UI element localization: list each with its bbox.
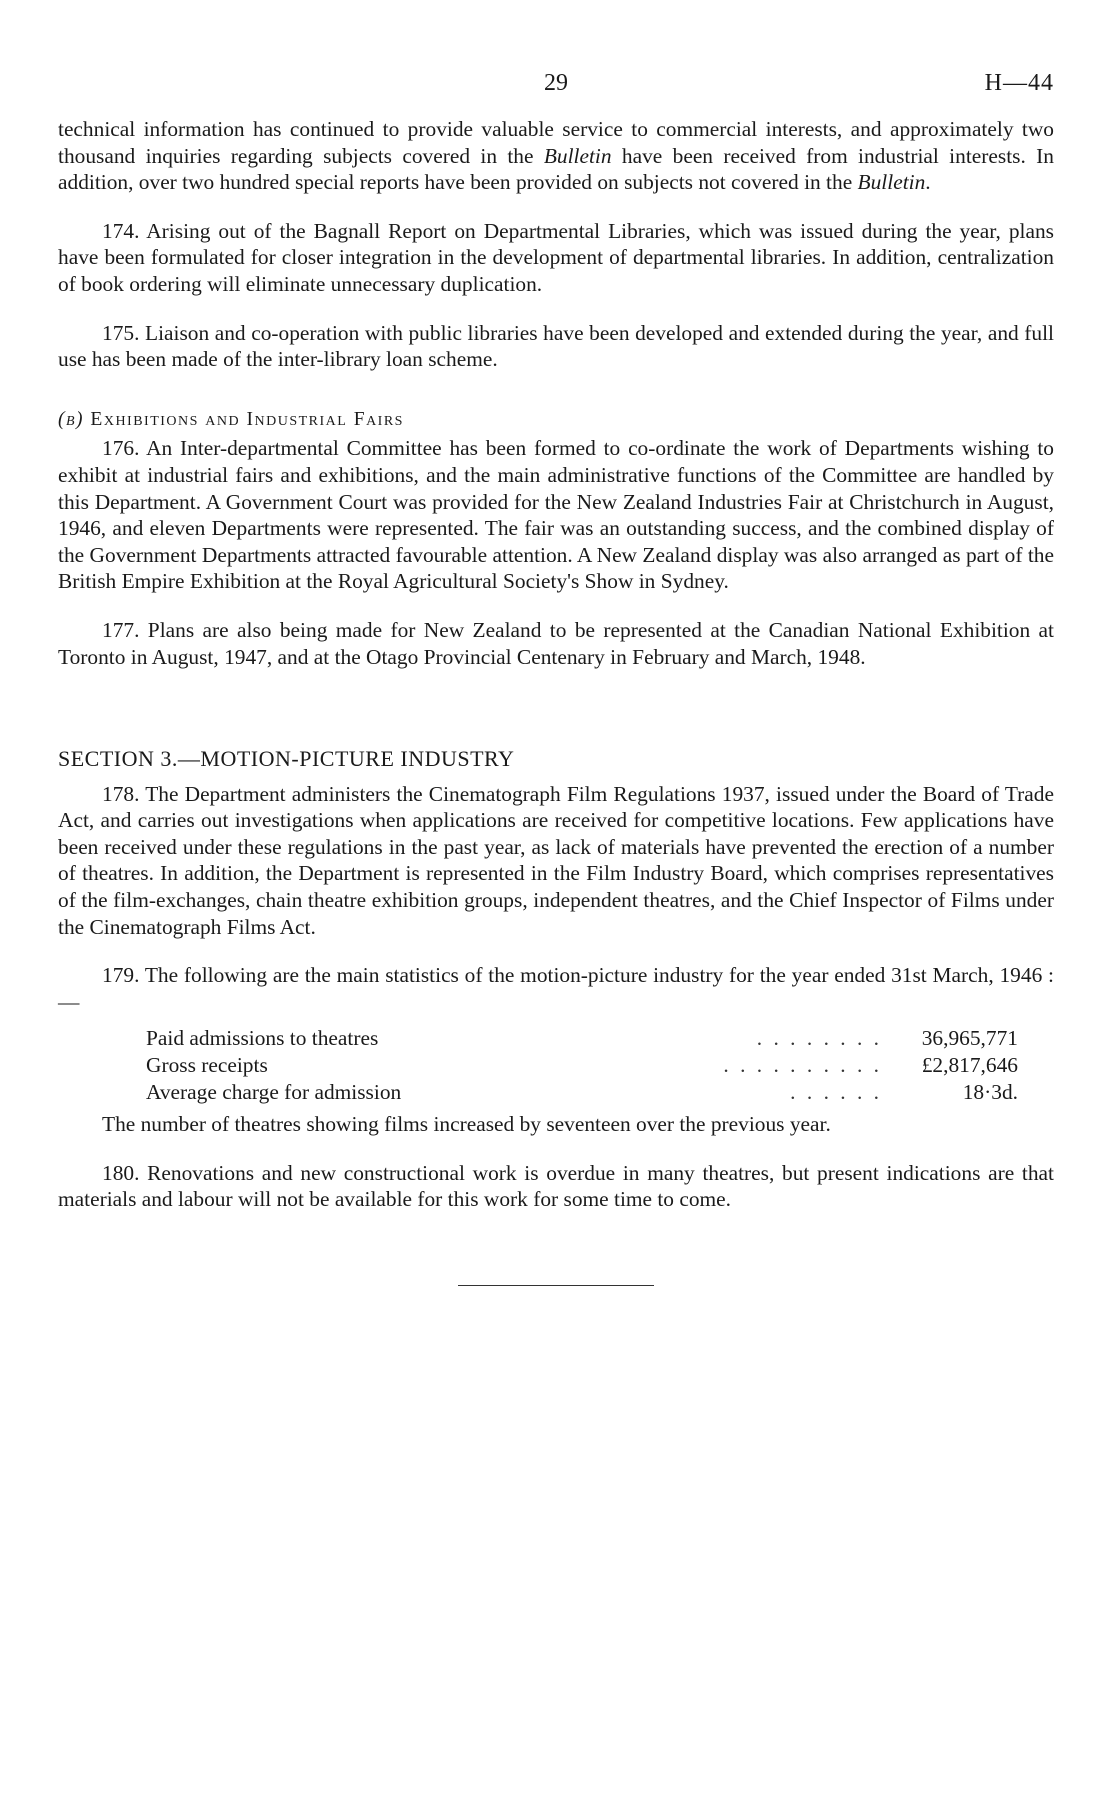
bulletin-title: Bulletin xyxy=(543,143,612,168)
leader-dots: . . . . . . . . . . xyxy=(723,1053,882,1078)
paragraph-178: 178. The Department administers the Cinematograph Film Regulations 1937, issued under the Board of Trade Act, and carries out investigations when applications are received for competitive locations. Few applications have been received under these regulations in the past year, as lack of materials have prevented the erection of a number of theatres. In addition, the Department is represented in the Film Industry Board, which comprises representatives of the film-exchanges, chain theatre exhibition groups, independent theatres, and the Chief Inspector of Films under the Cinematograph Films Act. xyxy=(58,781,1054,939)
leader-dots: . . . . . . xyxy=(790,1079,882,1104)
statistic-label: Paid admissions to theatres xyxy=(146,1026,379,1051)
statistic-value: 36,965,771 xyxy=(921,1026,1018,1051)
document-reference: H—44 xyxy=(984,70,1054,96)
paragraph-text: . xyxy=(925,170,931,195)
paragraph-text: have been received from industrial interests. In addition, over two hundred special reports have been provided on subjects not covered in the xyxy=(58,143,1054,195)
statistics-row xyxy=(146,1025,1018,1052)
page-number: 29 xyxy=(544,70,568,96)
subheading-text: Exhibitions and Industrial Fairs xyxy=(84,408,404,430)
paragraph-text: technical information has continued to provide valuable service to commercial interests, and approximately two thousand inquiries regarding subjects covered in the xyxy=(58,117,1054,168)
statistic-value: £2,817,646 xyxy=(921,1053,1018,1078)
statistics-row xyxy=(146,1079,1018,1106)
paragraph-177: 177. Plans are also being made for New Zealand to be represented at the Canadian National Exhibition at Toronto in August, 1947, and at the Otago Provincial Centenary in February and March, 1948. xyxy=(58,617,1054,669)
end-rule xyxy=(458,1285,654,1286)
section-heading: SECTION 3.—MOTION-PICTURE INDUSTRY xyxy=(58,746,515,772)
paragraph-176: 176. An Inter-departmental Committee has been formed to co-ordinate the work of Departments wishing to exhibit at industrial fairs and exhibitions, and the main administrative functions of the Committee are handled by this Department. A Government Court was provided for the New Zealand Industries Fair at Christchurch in August, 1946, and eleven Departments were represented. The fair was an outstanding success, and the combined display of the Government Departments attracted favourable attention. A New Zealand display was also arranged as part of the British Empire Exhibition at the Royal Agricultural Society's Show in Sydney. xyxy=(58,436,1054,594)
paragraph-175: 175. Liaison and co-operation with public libraries have been developed and extended during the year, and full use has been made of the inter-library loan scheme. xyxy=(58,320,1054,372)
document-page xyxy=(58,70,1054,1286)
statistic-label: Gross receipts xyxy=(146,1053,268,1078)
paragraph-180: 180. Renovations and new constructional work is overdue in many theatres, but present indications are that materials and labour will not be available for this work for some time to come. xyxy=(58,1160,1054,1212)
page-header xyxy=(58,70,1054,116)
statistics-table xyxy=(146,1025,1018,1105)
paragraph-continued xyxy=(58,116,1054,196)
closing-statement: The number of theatres showing films increased by seventeen over the previous year. xyxy=(102,1112,831,1137)
statistic-value: 18·3d. xyxy=(962,1079,1018,1104)
subheading-prefix: (b) xyxy=(58,408,85,430)
subheading-exhibitions xyxy=(58,407,1054,434)
paragraph-174: 174. Arising out of the Bagnall Report on Departmental Libraries, which was issued during the year, plans have been formulated for closer integration in the development of departmental libraries. In addition, centralization of book ordering will eliminate unnecessary duplication. xyxy=(58,218,1054,296)
statistics-row xyxy=(146,1052,1018,1079)
leader-dots: . . . . . . . . xyxy=(756,1026,882,1051)
paragraph-179: 179. The following are the main statistics of the motion-picture industry for the year ended 31st March, 1946 :— xyxy=(58,963,1054,1014)
bulletin-title: Bulletin xyxy=(857,170,926,195)
statistic-label: Average charge for admission xyxy=(146,1079,402,1104)
